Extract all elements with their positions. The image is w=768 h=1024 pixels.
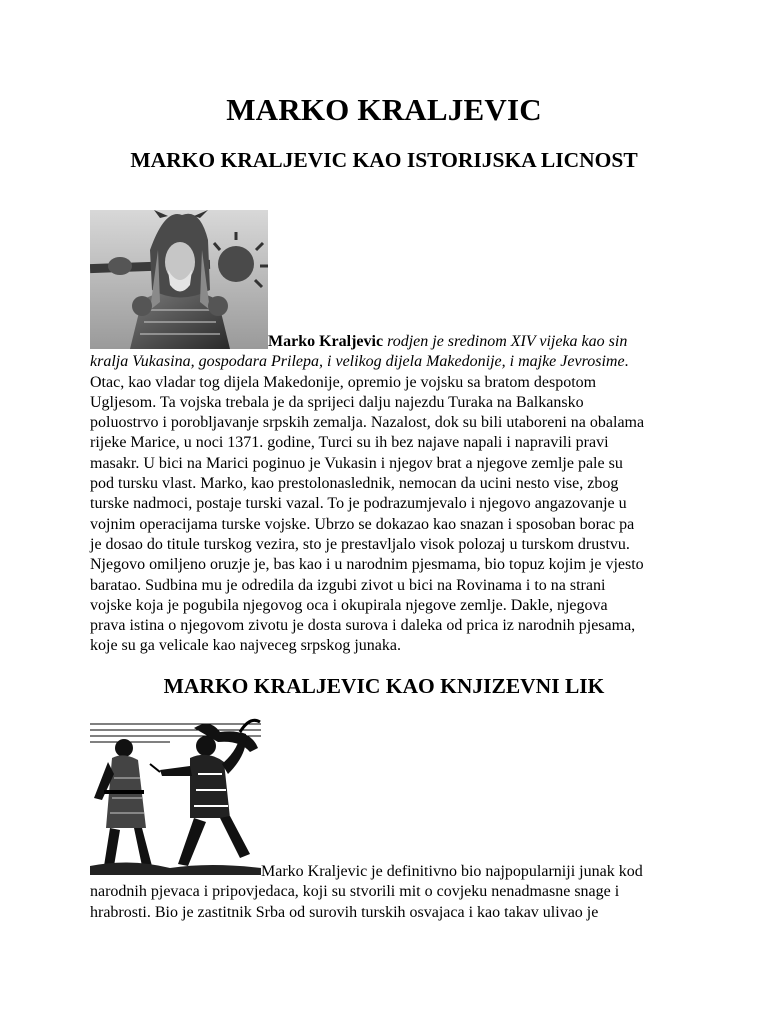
paragraph-line: narodnih pjevaca i pripovjedaca, koji su stvorili mit o covjeku nenadmasne snage i [90, 883, 620, 901]
section-heading-history: MARKO KRALJEVIC KAO ISTORIJSKA LICNOST [130, 148, 638, 172]
paragraph-line: prava istina o njegovom zivotu je dosta surova i daleka od prica iz narodnih pjesama, [90, 617, 636, 635]
paragraph-line: vojnim operacijama turske vojske. Ubrzo se dokazao kao snazan i sposoban borac pa [90, 515, 635, 533]
paragraph-line: rijeke Marice, u noci 1371. godine, Turci su ih bez najave napali i napravili pravi [90, 434, 609, 452]
paragraph-italic-line: kralja Vukasina, gospodara Prilepa, i velikog dijela Makedonije, i majke Jevrosime. [90, 353, 629, 371]
page-title: MARKO KRALJEVIC [226, 92, 542, 127]
paragraph-line: masakr. U bici na Marici poginuo je Vukasin i njegov brat a njegove zemlje pale su [90, 454, 623, 472]
name-bold: Marko Kraljevic [268, 333, 384, 350]
warrior-portrait-image [90, 210, 268, 349]
paragraph-line: pod tursku vlast. Marko, kao prestolonaslednik, nemocan da ucini nesto vise, zbog [90, 475, 619, 493]
paragraph-line: Otac, kao vladar tog dijela Makedonije, opremio je vojsku sa bratom despotom [90, 373, 597, 391]
history-paragraph [90, 332, 690, 657]
paragraph-line: je dosao do titule turskog vezira, sto je prestavljalo visok polozaj u turskom drustvu. [90, 535, 630, 553]
paragraph-first-line [90, 332, 690, 352]
paragraph-line: turske nadmoci, postaje turski vazal. To je podrazumjevalo i njegovo angazovanje u [90, 495, 627, 513]
paragraph-line: Ugljesom. Ta vojska trebala je da sprijeci dalju najezdu Turaka na Balkansko [90, 393, 584, 411]
paragraph-line: koje su ga velicale kao najveceg srpskog junaka. [90, 637, 401, 655]
paragraph-line: baratao. Sudbina mu je odredila da izgubi zivot u bici na Rovinama i to na strani [90, 576, 606, 594]
paragraph-line: Njegovo omiljeno oruzje je, bas kao i u narodnim pjesmama, bio topuz kojim je vjesto [90, 556, 644, 574]
paragraph-line: hrabrosti. Bio je zastitnik Srba od surovih turskih osvajaca i kao takav ulivao je [90, 903, 599, 921]
paragraph-line: Marko Kraljevic je definitivno bio najpopularniji junak kod [261, 863, 643, 880]
section-heading-literary: MARKO KRALJEVIC KAO KNJIZEVNI LIK [163, 674, 605, 698]
paragraph-line: vojske koja je pogubila njegovog oca i okupirala njegove zemlje. Dakle, njegova [90, 596, 608, 614]
literary-paragraph [90, 862, 690, 923]
intro-italic: rodjen je sredinom XIV vijeka kao sin [383, 333, 628, 350]
duel-woodcut-image [90, 718, 261, 875]
paragraph-line: poluostrvo i porobljavanje srpskih zemalja. Nazalost, dok su bili utaboreni na obalama [90, 414, 645, 432]
